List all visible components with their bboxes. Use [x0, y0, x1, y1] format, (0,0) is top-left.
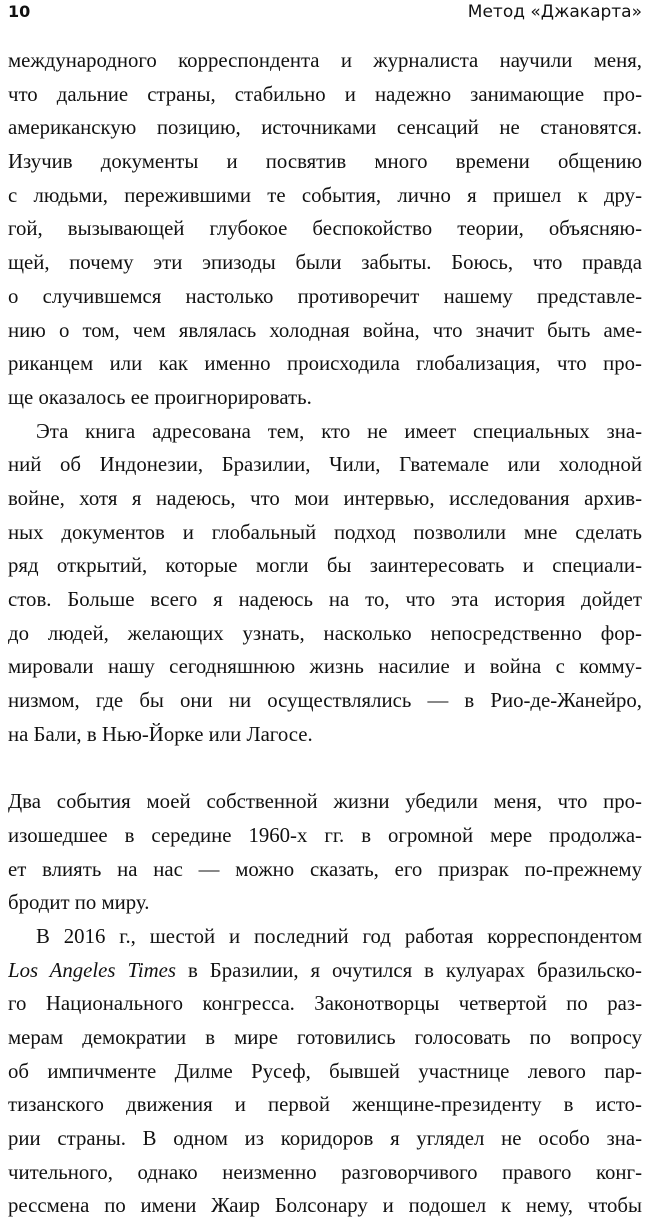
line-text: гой, вызывающей глубокое беспокойство теории, объясняю- — [8, 217, 642, 241]
line-text: стов. Больше всего я надеюсь на то, что эта история дойдет — [8, 588, 642, 611]
text-line — [8, 1088, 642, 1122]
text-line — [8, 44, 642, 78]
text-line — [8, 448, 642, 482]
running-title: Метод «Джакарта» — [467, 2, 642, 22]
text-line — [8, 111, 642, 145]
line-text: В 2016 г., шестой и последний год работая корреспондентом — [36, 924, 642, 948]
text-line — [8, 516, 642, 550]
text-line — [8, 718, 642, 752]
text-line — [8, 650, 642, 684]
line-text: тизанского движения и первой женщине-президенту в исто- — [8, 1093, 642, 1117]
line-text: нию о том, чем являлась холодная война, что значит быть аме- — [8, 318, 642, 342]
text-line — [8, 549, 642, 583]
text-line — [8, 785, 642, 819]
text-line — [8, 954, 642, 988]
line-text: с людьми, пережившими те события, лично я пришел к дру- — [8, 183, 642, 207]
text-line — [8, 987, 642, 1021]
text-line — [8, 381, 642, 415]
line-text: мерам демократии в мире готовились голосовать по вопросу — [8, 1025, 642, 1049]
line-text: ных документов и глобальный подход позволили мне сделать — [8, 520, 642, 544]
text-line — [8, 1122, 642, 1156]
line-text: го Национального конгресса. Законотворцы четвертой по раз- — [8, 992, 642, 1016]
line-text: чительного, однако неизменно разговорчивого правого конг- — [8, 1160, 642, 1184]
line-text: риканцем или как именно происходила глобализация, что про- — [8, 352, 642, 376]
line-text: Эта книга адресована тем, кто не имеет специальных зна- — [36, 419, 642, 443]
line-text: на Бали, в Нью-Йорке или Лагосе. — [8, 722, 313, 746]
body-text — [8, 44, 642, 1223]
line-text: щей, почему эти эпизоды были забыты. Боюсь, что правда — [8, 251, 642, 275]
line-text: рессмена по имени Жаир Болсонару и подошел к нему, чтобы — [8, 1194, 642, 1218]
line-text: в Бразилии, я очутился в кулуарах бразильско- — [176, 958, 642, 982]
line-text: рии страны. В одном из коридоров я углядел не особо зна- — [8, 1127, 642, 1150]
line-text: войне, хотя я надеюсь, что мои интервью, исследования архив- — [8, 486, 642, 510]
line-text: бродит по миру. — [8, 891, 150, 915]
line-text: ще оказалось ее проигнорировать. — [8, 385, 312, 409]
text-line — [8, 1189, 642, 1223]
text-line — [8, 1021, 642, 1055]
line-text: что дальние страны, стабильно и надежно занимающие про- — [8, 82, 642, 106]
text-line — [8, 347, 642, 381]
text-line — [8, 78, 642, 112]
line-text: Изучив документы и посвятив много времени общению — [8, 150, 642, 174]
text-line — [8, 684, 642, 718]
text-line — [8, 246, 642, 280]
text-line — [8, 617, 642, 651]
page-header — [8, 0, 642, 26]
italic-text: Los Angeles Times — [8, 958, 177, 982]
line-text: Два события моей собственной жизни убедили меня, что про- — [8, 790, 642, 814]
text-line — [8, 145, 642, 179]
line-text: ряд открытий, которые могли бы заинтересовать и специали- — [8, 554, 642, 578]
line-text: американскую позицию, источниками сенсаций не становятся. — [8, 116, 642, 140]
page-number: 10 — [8, 2, 31, 21]
text-line — [8, 212, 642, 246]
text-line — [8, 415, 642, 449]
text-line — [8, 819, 642, 853]
text-line — [8, 853, 642, 887]
text-line — [8, 179, 642, 213]
line-text: до людей, желающих узнать, насколько непосредственно фор- — [8, 621, 642, 645]
text-line — [8, 920, 642, 954]
text-line — [8, 1156, 642, 1190]
text-line — [8, 1055, 642, 1089]
line-text: мировали нашу сегодняшнюю жизнь насилие и война с комму- — [8, 655, 642, 679]
text-line — [8, 280, 642, 314]
line-text: международного корреспондента и журналиста научили меня, — [8, 49, 642, 72]
line-text: ний об Индонезии, Бразилии, Чили, Гватемале или холодной — [8, 453, 642, 477]
text-line — [8, 583, 642, 617]
text-line — [8, 482, 642, 516]
line-text: изошедшее в середине 1960-х гг. в огромной мере продолжа- — [8, 823, 642, 847]
line-text: низмом, где бы они ни осуществлялись — в Рио-де-Жанейро, — [8, 689, 642, 713]
text-line — [8, 886, 642, 920]
line-text: об импичменте Дилме Русеф, бывшей участнице левого пар- — [8, 1059, 642, 1083]
line-text: о случившемся настолько противоречит нашему представле- — [8, 284, 642, 308]
text-line — [8, 314, 642, 348]
section-break — [8, 751, 642, 785]
line-text: ет влиять на нас — можно сказать, его призрак по-прежнему — [8, 857, 642, 881]
